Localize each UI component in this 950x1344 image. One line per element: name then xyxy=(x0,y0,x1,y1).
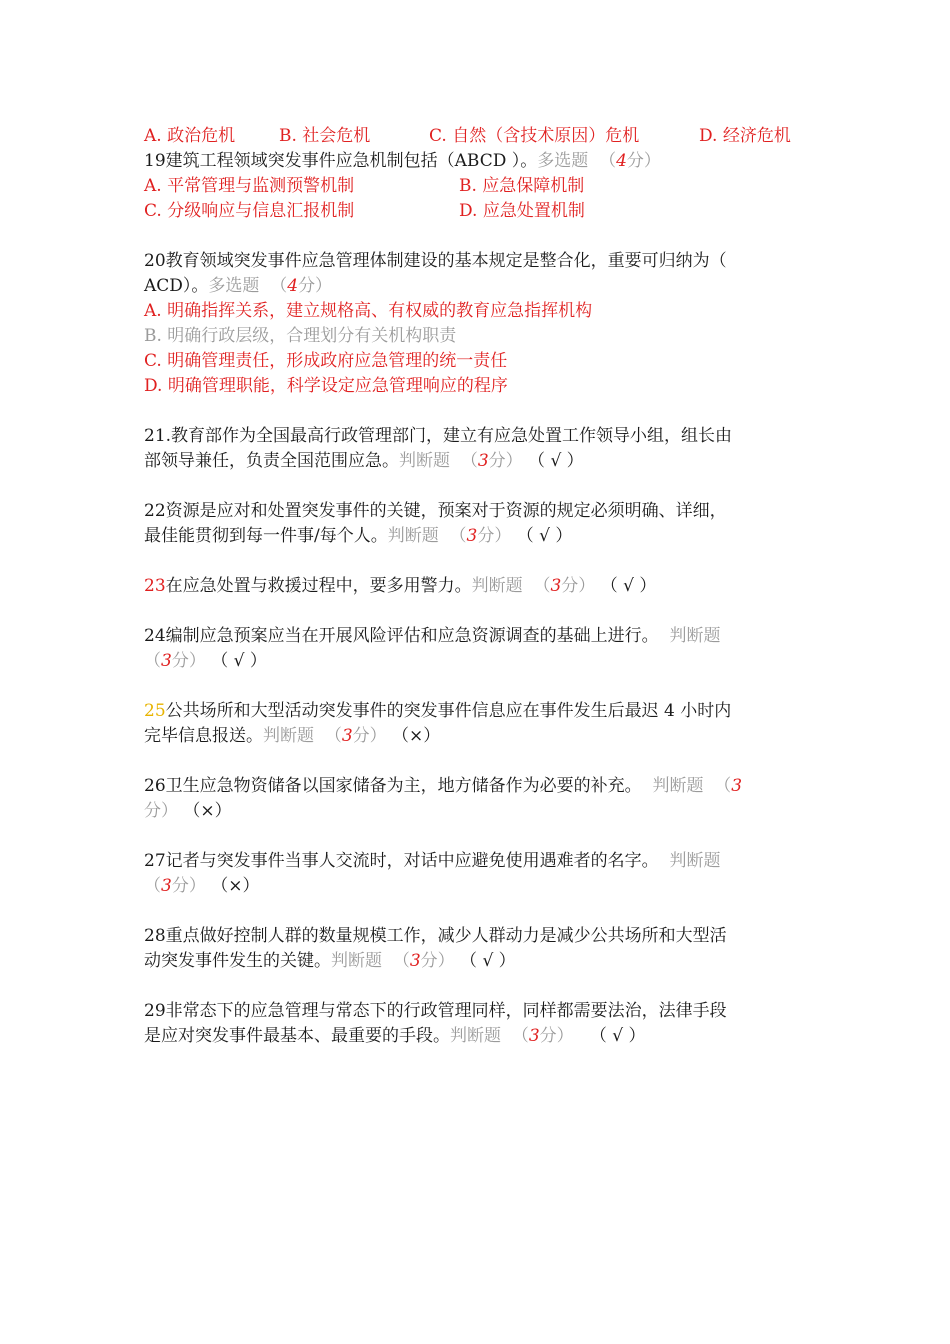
question-text: 26卫生应急物资储备以国家储备为主，地方储备作为必要的补充。 xyxy=(144,776,642,796)
option-c: C. 自然（含技术原因）危机 xyxy=(429,126,640,146)
question-type: 多选题 xyxy=(537,151,589,171)
question-score: （3分） xyxy=(511,1026,574,1046)
question-text: 部领导兼任，负责全国范围应急。 xyxy=(144,451,399,471)
question-type: 判断题 xyxy=(331,951,382,971)
question-score: （3分） xyxy=(533,576,596,596)
option-c: C. 明确管理责任，形成政府应急管理的统一责任 xyxy=(144,351,508,371)
question-23 xyxy=(144,574,824,599)
question-type: 判断题 xyxy=(399,451,450,471)
question-24-cont xyxy=(144,649,824,674)
option-b: B. 社会危机 xyxy=(279,126,371,146)
question-number: 25 xyxy=(144,701,166,721)
answer-mark: （ √ ） xyxy=(528,451,584,471)
question-20 xyxy=(144,249,824,274)
answer-mark: （ √ ） xyxy=(211,651,267,671)
question-score: （3分） xyxy=(144,876,206,896)
question-text: 公共场所和大型活动突发事件的突发事件信息应在事件发生后最迟 4 小时内 xyxy=(165,701,732,721)
question-24 xyxy=(144,624,824,649)
question-22-cont xyxy=(144,524,824,549)
question-score: （4分） xyxy=(599,151,661,171)
question-28-cont xyxy=(144,949,824,974)
answer-mark: （ √ ） xyxy=(460,951,516,971)
question-22: 22资源是应对和处置突发事件的关键，预案对于资源的规定必须明确、详细， xyxy=(144,501,727,521)
question-type: 多选题 xyxy=(208,276,260,296)
question-type: 判断题 xyxy=(387,526,439,546)
answer-mark: （ √ ） xyxy=(589,1026,646,1046)
question-26 xyxy=(144,774,824,799)
question-text: 是应对突发事件最基本、最重要的手段。 xyxy=(144,1026,450,1046)
option-row xyxy=(144,124,824,149)
option-row xyxy=(144,199,824,224)
option-a: A. 明确指挥关系，建立规格高、有权威的教育应急指挥机构 xyxy=(144,301,593,321)
question-29: 29非常态下的应急管理与常态下的行政管理同样，同样都需要法治，法律手段 xyxy=(144,1001,727,1021)
document-page xyxy=(144,124,824,1049)
question-29-cont xyxy=(144,1024,824,1049)
question-type: 判断题 xyxy=(669,626,721,646)
option-row xyxy=(144,174,824,199)
question-type: 判断题 xyxy=(652,776,704,796)
question-28: 28重点做好控制人群的数量规模工作，减少人群动力是减少公共场所和大型活 xyxy=(144,926,727,946)
question-25 xyxy=(144,699,824,724)
answer-mark: （ √ ） xyxy=(600,576,657,596)
option-a: A. 平常管理与监测预警机制 xyxy=(144,176,355,196)
answer-mark: （×） xyxy=(392,726,441,746)
question-27 xyxy=(144,849,824,874)
question-20-cont xyxy=(144,274,824,299)
option-a: A. 政治危机 xyxy=(144,126,236,146)
question-text: 完毕信息报送。 xyxy=(144,726,263,746)
question-text: 27记者与突发事件当事人交流时，对话中应避免使用遇难者的名字。 xyxy=(144,851,659,871)
question-type: 判断题 xyxy=(450,1026,501,1046)
question-score: （3分） xyxy=(144,651,206,671)
question-text: 在应急处置与救援过程中，要多用警力。 xyxy=(165,576,472,596)
question-text: 建筑工程领域突发事件应急机制包括（ABCD ）。 xyxy=(165,151,538,171)
question-21-cont xyxy=(144,449,824,474)
question-number: 23 xyxy=(144,576,166,596)
option-d: D. 经济危机 xyxy=(699,126,791,146)
question-number: 19 xyxy=(144,151,166,171)
answer-mark: （×） xyxy=(211,876,260,896)
question-19 xyxy=(144,149,824,174)
question-26-cont xyxy=(144,799,824,824)
question-number: 20 xyxy=(144,251,166,271)
question-score-open: （3 xyxy=(714,776,743,796)
question-text: 24编制应急预案应当在开展风险评估和应急资源调查的基础上进行。 xyxy=(144,626,659,646)
question-text: 动突发事件发生的关键。 xyxy=(144,951,331,971)
option-d: D. 应急处置机制 xyxy=(459,201,585,221)
question-text: ACD）。 xyxy=(144,276,209,296)
question-score: （3分） xyxy=(392,951,455,971)
question-score: （3分） xyxy=(324,726,387,746)
question-score: （3分） xyxy=(460,451,523,471)
option-b: B. 明确行政层级，合理划分有关机构职责 xyxy=(144,326,457,346)
option-c: C. 分级响应与信息汇报机制 xyxy=(144,201,355,221)
option-b: B. 应急保障机制 xyxy=(459,176,585,196)
question-type: 判断题 xyxy=(263,726,314,746)
question-25-cont xyxy=(144,724,824,749)
question-score: （4分） xyxy=(270,276,333,296)
question-text: 最佳能贯彻到每一件事/每个人。 xyxy=(144,526,388,546)
question-27-cont xyxy=(144,874,824,899)
question-21: 21.教育部作为全国最高行政管理部门，建立有应急处置工作领导小组，组长由 xyxy=(144,426,733,446)
option-d: D. 明确管理职能，科学设定应急管理响应的程序 xyxy=(144,376,508,396)
question-type: 判断题 xyxy=(471,576,523,596)
answer-mark: （ √ ） xyxy=(516,526,573,546)
question-text: 教育领域突发事件应急管理体制建设的基本规定是整合化，重要可归纳为（ xyxy=(165,251,727,271)
question-score-close: 分） xyxy=(144,801,178,821)
question-score: （3分） xyxy=(449,526,512,546)
question-type: 判断题 xyxy=(669,851,721,871)
answer-mark: （×） xyxy=(183,801,232,821)
